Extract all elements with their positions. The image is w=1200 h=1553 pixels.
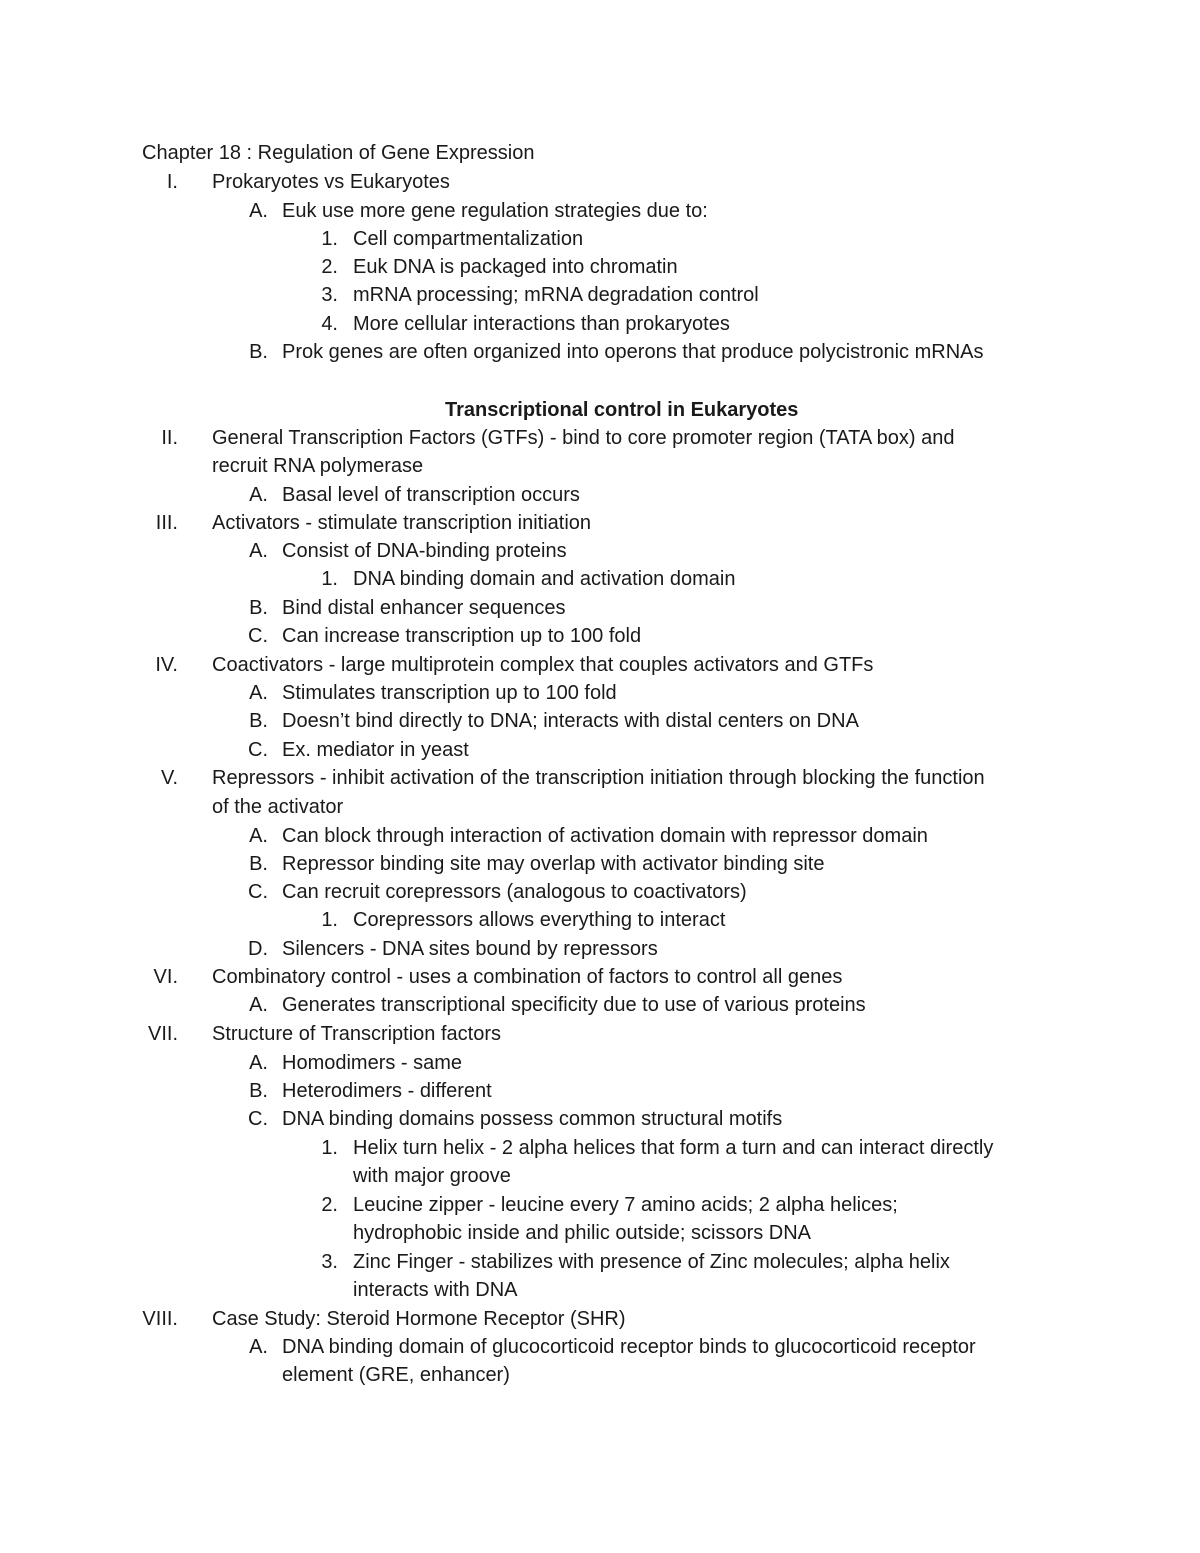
list-item-text: Generates transcriptional specificity due to use of various proteins bbox=[282, 994, 866, 1016]
list-marker: VIII. bbox=[142, 1308, 178, 1330]
list-marker: 3. bbox=[321, 284, 338, 306]
list-marker: D. bbox=[248, 938, 268, 960]
list-marker: C. bbox=[248, 625, 268, 647]
list-item-text: Prokaryotes vs Eukaryotes bbox=[212, 171, 450, 193]
list-marker: 1. bbox=[321, 568, 338, 590]
list-item-text: Basal level of transcription occurs bbox=[282, 484, 580, 506]
list-item-text: DNA binding domain and activation domain bbox=[353, 568, 736, 590]
list-item-text: Homodimers - same bbox=[282, 1052, 463, 1074]
list-item-text: recruit RNA polymerase bbox=[212, 455, 424, 477]
list-item-text: with major groove bbox=[353, 1165, 511, 1187]
list-item-text: Doesn’t bind directly to DNA; interacts with distal centers on DNA bbox=[282, 710, 859, 732]
list-item-text: Activators - stimulate transcription initiation bbox=[212, 512, 592, 534]
list-marker: A. bbox=[249, 484, 268, 506]
list-marker: 3. bbox=[321, 1251, 338, 1273]
list-marker: 2. bbox=[321, 256, 338, 278]
list-marker: C. bbox=[248, 881, 268, 903]
list-marker: V. bbox=[160, 767, 178, 789]
list-item-text: interacts with DNA bbox=[353, 1279, 518, 1301]
list-item-text: Repressor binding site may overlap with activator binding site bbox=[282, 853, 825, 875]
list-marker: B. bbox=[249, 853, 268, 875]
list-item-text: Prok genes are often organized into operons that produce polycistronic mRNAs bbox=[282, 341, 984, 363]
list-item-text: mRNA processing; mRNA degradation control bbox=[353, 284, 759, 306]
list-item-text: Bind distal enhancer sequences bbox=[282, 597, 566, 619]
list-item-text: Case Study: Steroid Hormone Receptor (SHR) bbox=[212, 1308, 626, 1330]
list-marker: 2. bbox=[321, 1194, 338, 1216]
page-title: Chapter 18 : Regulation of Gene Expression bbox=[142, 142, 535, 164]
list-marker: B. bbox=[249, 1080, 268, 1102]
list-marker: III. bbox=[155, 512, 178, 534]
list-marker: A. bbox=[249, 1336, 268, 1358]
list-item-text: Helix turn helix - 2 alpha helices that form a turn and can interact directly bbox=[353, 1137, 994, 1159]
list-item-text: Coactivators - large multiprotein complex that couples activators and GTFs bbox=[212, 654, 874, 676]
list-item-text: Heterodimers - different bbox=[282, 1080, 492, 1102]
list-marker: VII. bbox=[147, 1023, 178, 1045]
list-marker: A. bbox=[249, 682, 268, 704]
list-item-text: Zinc Finger - stabilizes with presence of Zinc molecules; alpha helix bbox=[353, 1251, 950, 1273]
list-marker: I. bbox=[166, 171, 178, 193]
list-item-text: Cell compartmentalization bbox=[353, 228, 584, 250]
list-marker: 1. bbox=[321, 909, 338, 931]
list-marker: 1. bbox=[321, 228, 338, 250]
list-item-text: Silencers - DNA sites bound by repressors bbox=[282, 938, 658, 960]
list-item-text: Euk DNA is packaged into chromatin bbox=[353, 256, 678, 278]
list-item-text: hydrophobic inside and philic outside; scissors DNA bbox=[353, 1222, 812, 1244]
list-item-text: element (GRE, enhancer) bbox=[282, 1364, 510, 1386]
list-marker: A. bbox=[249, 994, 268, 1016]
section-heading: Transcriptional control in Eukaryotes bbox=[445, 399, 799, 421]
list-item-text: Consist of DNA-binding proteins bbox=[282, 540, 567, 562]
list-marker: C. bbox=[248, 739, 268, 761]
list-marker: B. bbox=[249, 597, 268, 619]
list-marker: 4. bbox=[321, 313, 338, 335]
list-item-text: Euk use more gene regulation strategies due to: bbox=[282, 200, 708, 222]
list-marker: II. bbox=[161, 427, 178, 449]
list-marker: VI. bbox=[153, 966, 178, 988]
list-item-text: General Transcription Factors (GTFs) - bind to core promoter region (TATA box) and bbox=[212, 427, 955, 449]
list-marker: B. bbox=[249, 710, 268, 732]
list-marker: A. bbox=[249, 200, 268, 222]
list-item-text: Corepressors allows everything to interact bbox=[353, 909, 726, 931]
list-item-text: DNA binding domains possess common structural motifs bbox=[282, 1108, 783, 1130]
list-item-text: Leucine zipper - leucine every 7 amino acids; 2 alpha helices; bbox=[353, 1194, 898, 1216]
list-item-text: Ex. mediator in yeast bbox=[282, 739, 469, 761]
list-marker: A. bbox=[249, 1052, 268, 1074]
list-marker: A. bbox=[249, 825, 268, 847]
list-item-text: Can block through interaction of activation domain with repressor domain bbox=[282, 825, 928, 847]
list-item-text: of the activator bbox=[212, 796, 344, 818]
list-item-text: DNA binding domain of glucocorticoid receptor binds to glucocorticoid receptor bbox=[282, 1336, 976, 1358]
list-marker: A. bbox=[249, 540, 268, 562]
list-item-text: Can recruit corepressors (analogous to coactivators) bbox=[282, 881, 747, 903]
list-item-text: Combinatory control - uses a combination of factors to control all genes bbox=[212, 966, 843, 988]
list-marker: C. bbox=[248, 1108, 268, 1130]
list-item-text: More cellular interactions than prokaryotes bbox=[353, 313, 730, 335]
list-marker: IV. bbox=[155, 654, 178, 676]
list-item-text: Repressors - inhibit activation of the transcription initiation through blocking the function bbox=[212, 767, 985, 789]
list-item-text: Structure of Transcription factors bbox=[212, 1023, 502, 1045]
list-marker: 1. bbox=[321, 1137, 338, 1159]
list-item-text: Stimulates transcription up to 100 fold bbox=[282, 682, 617, 704]
list-marker: B. bbox=[249, 341, 268, 363]
list-item-text: Can increase transcription up to 100 fold bbox=[282, 625, 642, 647]
